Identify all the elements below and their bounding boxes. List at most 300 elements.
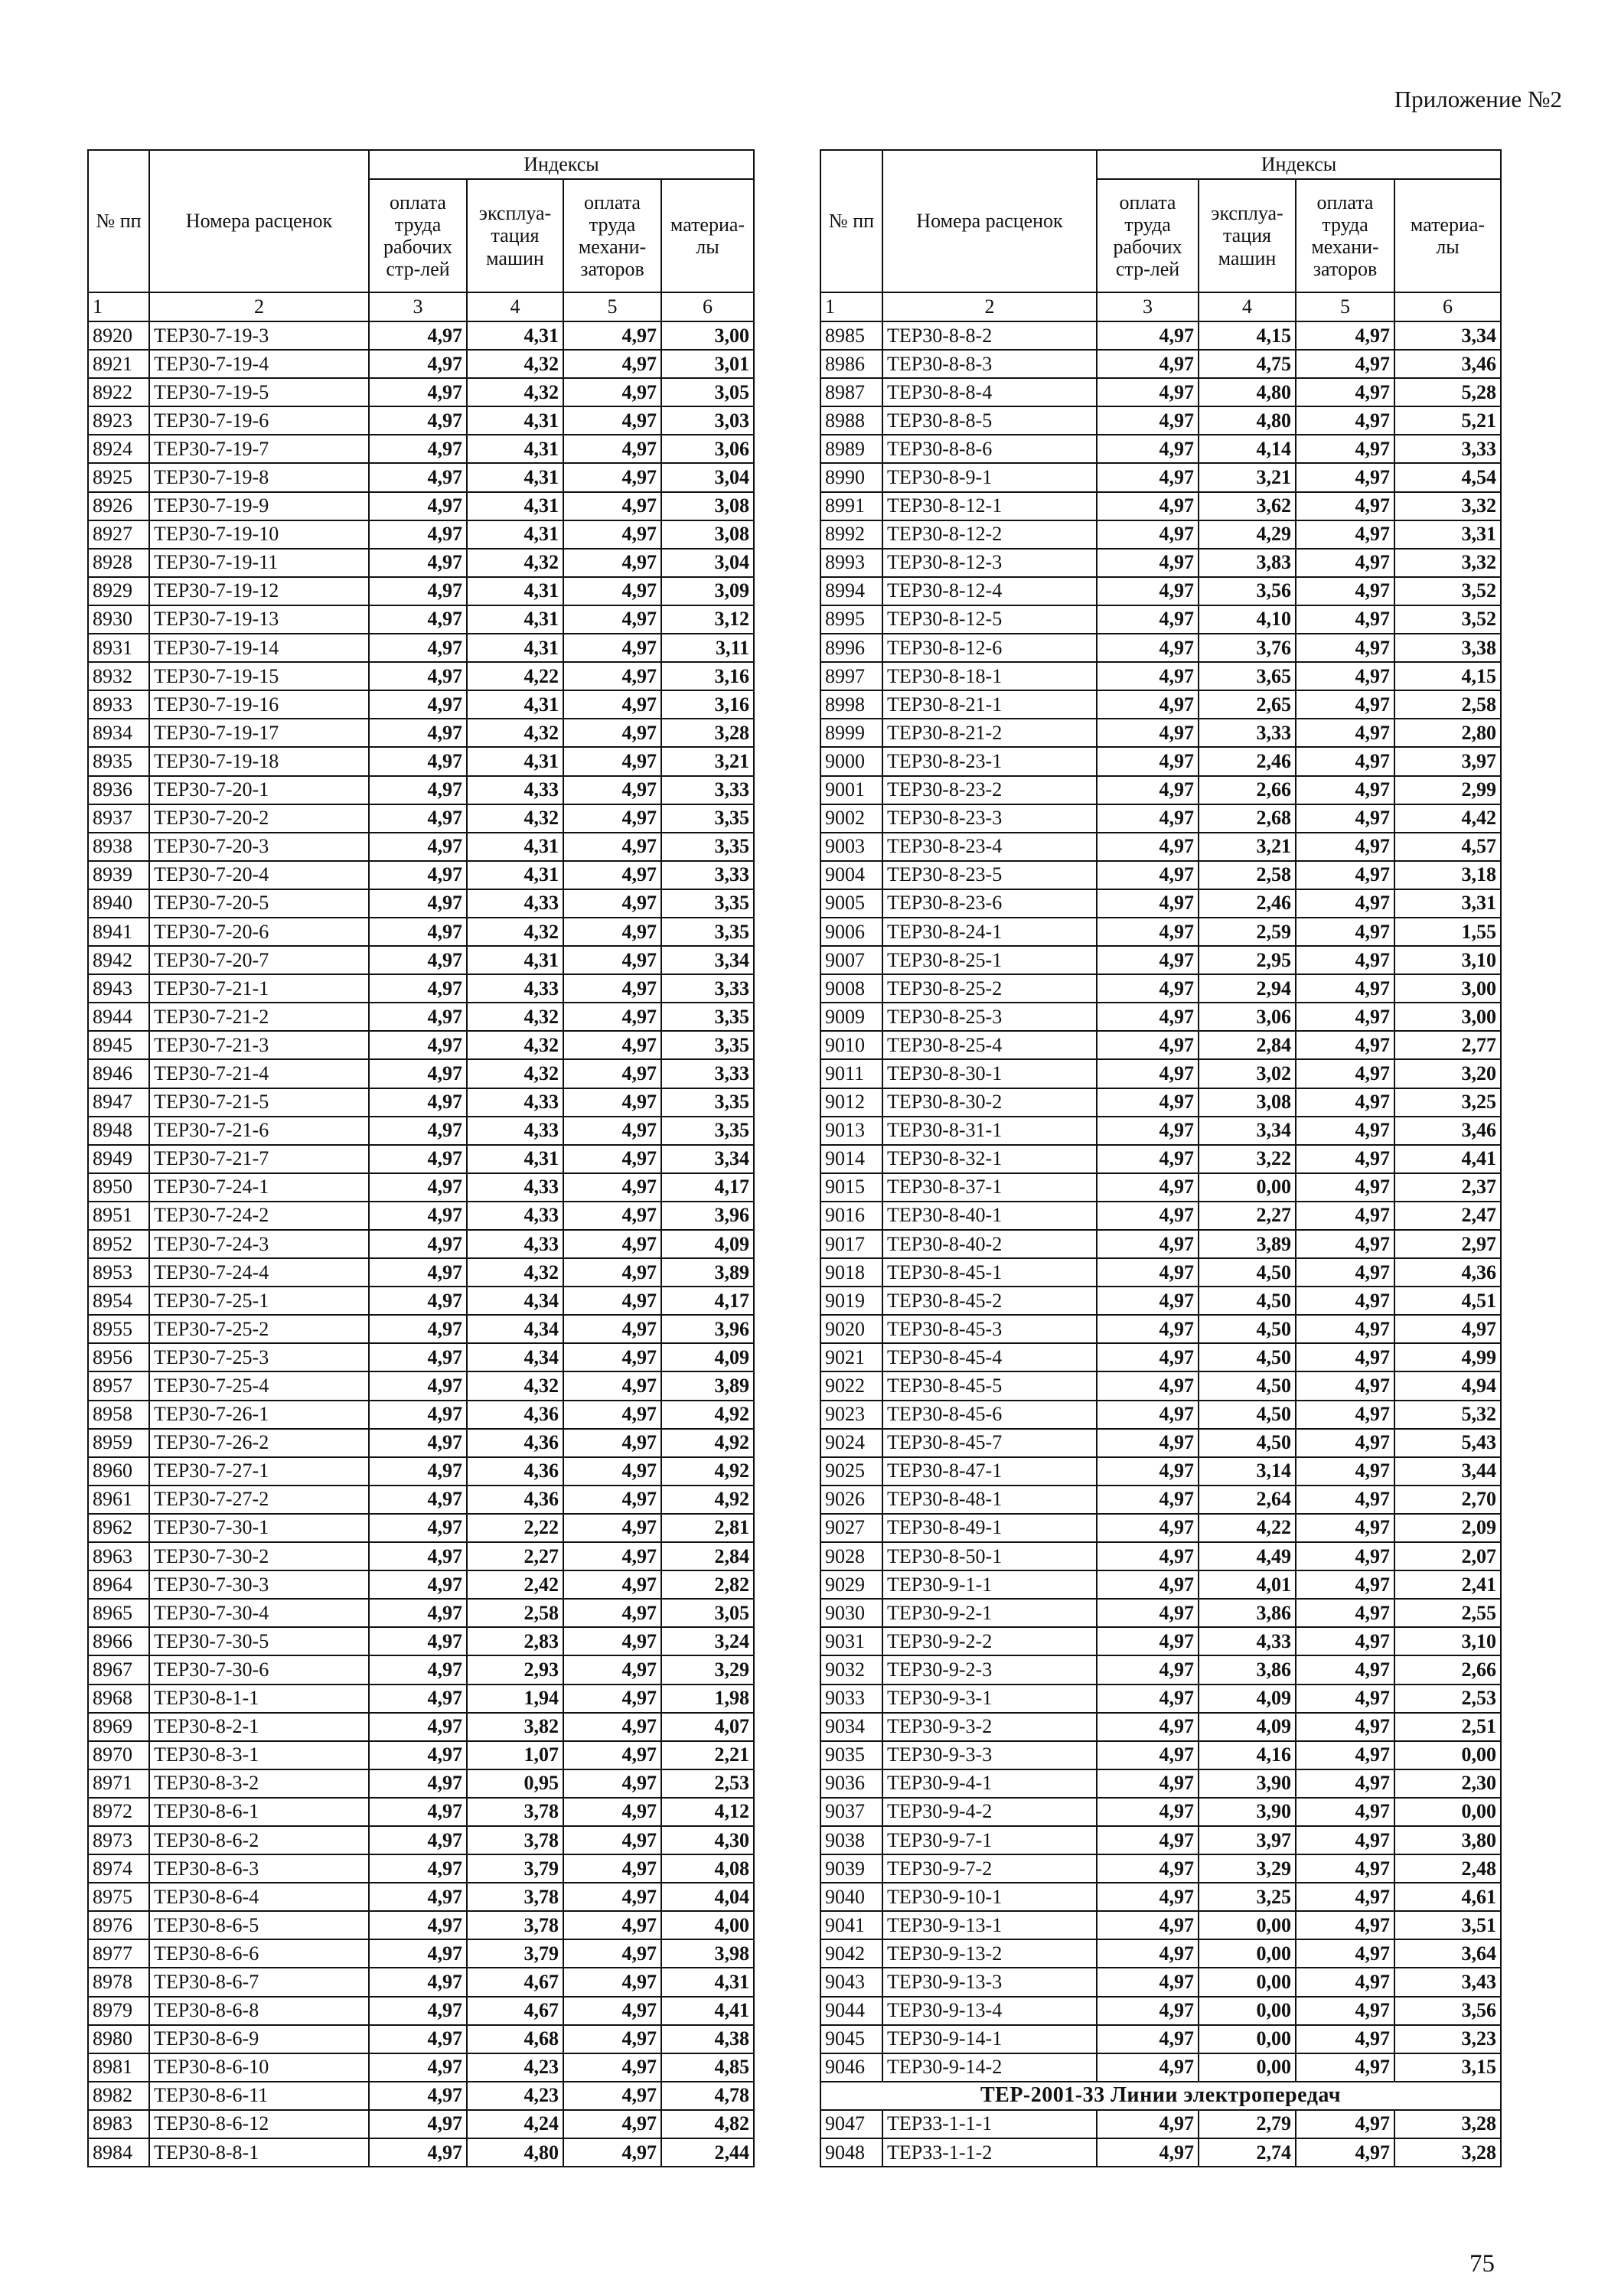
materials-index: 3,52 [1394,577,1501,605]
machine-index: 2,64 [1199,1486,1296,1514]
rate-code: ТЕР30-8-30-2 [882,1088,1097,1117]
operator-index: 4,97 [1296,889,1394,918]
labor-index: 4,97 [1097,1798,1199,1826]
operator-index: 4,97 [1296,2138,1394,2167]
rate-code: ТЕР30-7-21-4 [149,1059,369,1088]
machine-index: 3,86 [1199,1655,1296,1684]
rate-code: ТЕР30-7-30-2 [149,1542,369,1570]
labor-index: 4,97 [369,690,467,719]
materials-index: 3,18 [1394,861,1501,889]
rate-code: ТЕР30-8-21-2 [882,719,1097,747]
rate-code: ТЕР30-8-49-1 [882,1514,1097,1542]
machine-index: 2,79 [1199,2110,1296,2138]
row-number: 9016 [820,1202,882,1230]
rate-code: ТЕР30-7-24-2 [149,1202,369,1230]
table-row [88,1287,754,1315]
rate-code: ТЕР30-8-6-5 [149,1911,369,1939]
row-number: 9030 [820,1599,882,1627]
machine-index: 4,32 [467,1059,563,1088]
labor-index: 4,97 [1097,690,1199,719]
materials-index: 3,64 [1394,1939,1501,1968]
row-number: 8996 [820,634,882,662]
labor-index: 4,97 [369,1883,467,1911]
operator-index: 4,97 [1296,1371,1394,1400]
materials-index: 4,92 [661,1457,754,1486]
labor-index: 4,97 [1097,1202,1199,1230]
operator-index: 4,97 [563,378,661,406]
row-number: 9047 [820,2110,882,2138]
machine-index: 4,32 [467,1258,563,1287]
operator-index: 4,97 [1296,1173,1394,1202]
rate-code: ТЕР30-7-30-6 [149,1655,369,1684]
table-row [820,1202,1501,1230]
materials-index: 0,00 [1394,1798,1501,1826]
labor-index: 4,97 [1097,719,1199,747]
table-row [88,549,754,577]
machine-index: 0,00 [1199,2053,1296,2082]
row-number: 8959 [88,1429,149,1457]
table-row [820,634,1501,662]
rate-code: ТЕР30-8-23-3 [882,804,1097,833]
machine-index: 4,15 [1199,321,1296,350]
rate-code: ТЕР30-8-6-6 [149,1939,369,1968]
table-row [88,2138,754,2167]
materials-index: 3,05 [661,378,754,406]
row-number: 8952 [88,1230,149,1258]
rate-code: ТЕР30-8-3-2 [149,1769,369,1798]
materials-index: 3,89 [661,1258,754,1287]
rate-code: ТЕР30-8-18-1 [882,662,1097,690]
row-number: 8936 [88,776,149,804]
machine-index: 4,50 [1199,1401,1296,1429]
table-row [820,1939,1501,1968]
rate-code: ТЕР30-8-8-3 [882,350,1097,378]
labor-index: 4,97 [369,605,467,634]
header-nn: № пп [820,150,882,292]
operator-index: 4,97 [1296,1997,1394,2025]
machine-index: 2,27 [467,1542,563,1570]
materials-index: 4,92 [661,1429,754,1457]
row-number: 9007 [820,946,882,974]
labor-index: 4,97 [369,1968,467,1996]
row-number: 9018 [820,1258,882,1287]
table-row [820,946,1501,974]
row-number: 9014 [820,1145,882,1173]
rate-code: ТЕР30-7-20-3 [149,833,369,861]
table-row [820,1457,1501,1486]
rate-code: ТЕР30-8-12-4 [882,577,1097,605]
row-number: 8940 [88,889,149,918]
labor-index: 4,97 [369,1684,467,1713]
labor-index: 4,97 [1097,1031,1199,1059]
operator-index: 4,97 [563,1003,661,1031]
table-row [820,1003,1501,1031]
machine-index: 4,36 [467,1486,563,1514]
table-row [820,321,1501,350]
table-row [88,946,754,974]
machine-index: 4,36 [467,1457,563,1486]
labor-index: 4,97 [369,1031,467,1059]
row-number: 8934 [88,719,149,747]
operator-index: 4,97 [563,1684,661,1713]
rate-code: ТЕР30-7-21-2 [149,1003,369,1031]
machine-index: 4,29 [1199,520,1296,549]
index-table-right [820,149,1502,2167]
rate-code: ТЕР30-8-50-1 [882,1542,1097,1570]
labor-index: 4,97 [1097,1315,1199,1343]
table-row [88,974,754,1003]
machine-index: 3,08 [1199,1088,1296,1117]
row-number: 8978 [88,1968,149,1996]
row-number: 8953 [88,1258,149,1287]
labor-index: 4,97 [369,634,467,662]
materials-index: 2,07 [1394,1542,1501,1570]
machine-index: 3,78 [467,1883,563,1911]
labor-index: 4,97 [1097,1514,1199,1542]
operator-index: 4,97 [563,889,661,918]
table-row [88,1145,754,1173]
header-nn: № пп [88,150,149,292]
operator-index: 4,97 [1296,833,1394,861]
rate-code: ТЕР30-8-6-9 [149,2025,369,2053]
rate-code: ТЕР30-8-6-1 [149,1798,369,1826]
operator-index: 4,97 [1296,1003,1394,1031]
operator-index: 4,97 [1296,549,1394,577]
table-row [88,804,754,833]
column-number: 3 [369,292,467,321]
operator-index: 4,97 [563,1713,661,1741]
operator-index: 4,97 [563,1741,661,1769]
rate-code: ТЕР30-9-7-1 [882,1826,1097,1854]
row-number: 9022 [820,1371,882,1400]
materials-index: 3,33 [661,1059,754,1088]
machine-index: 2,66 [1199,776,1296,804]
materials-index: 4,61 [1394,1883,1501,1911]
rate-code: ТЕР33-1-1-2 [882,2138,1097,2167]
materials-index: 2,84 [661,1542,754,1570]
machine-index: 4,75 [1199,350,1296,378]
table-row [88,634,754,662]
table-row [88,1798,754,1826]
rate-code: ТЕР30-9-14-2 [882,2053,1097,2082]
operator-index: 4,97 [1296,605,1394,634]
row-number: 9035 [820,1741,882,1769]
row-number: 8942 [88,946,149,974]
materials-index: 4,41 [1394,1145,1501,1173]
rate-code: ТЕР30-7-20-1 [149,776,369,804]
row-number: 8962 [88,1514,149,1542]
table-row [88,1599,754,1627]
rate-code: ТЕР30-9-3-3 [882,1741,1097,1769]
rate-code: ТЕР30-8-21-1 [882,690,1097,719]
operator-index: 4,97 [1296,463,1394,491]
operator-index: 4,97 [563,2138,661,2167]
machine-index: 4,32 [467,1031,563,1059]
table-row [820,1655,1501,1684]
row-number: 8950 [88,1173,149,1202]
operator-index: 4,97 [1296,1655,1394,1684]
table-row [820,406,1501,435]
table-row [88,1826,754,1854]
row-number: 8991 [820,492,882,520]
materials-index: 2,55 [1394,1599,1501,1627]
operator-index: 4,97 [563,1997,661,2025]
materials-index: 3,35 [661,1117,754,1145]
machine-index: 3,97 [1199,1826,1296,1854]
materials-index: 3,35 [661,1088,754,1117]
machine-index: 3,62 [1199,492,1296,520]
materials-index: 2,47 [1394,1202,1501,1230]
rate-code: ТЕР30-9-3-1 [882,1684,1097,1713]
materials-index: 2,37 [1394,1173,1501,1202]
operator-index: 4,97 [1296,2053,1394,2082]
materials-index: 3,34 [1394,321,1501,350]
row-number: 9045 [820,2025,882,2053]
column-number: 2 [149,292,369,321]
materials-index: 4,82 [661,2110,754,2138]
operator-index: 4,97 [1296,1145,1394,1173]
rate-code: ТЕР30-8-45-6 [882,1401,1097,1429]
machine-index: 2,58 [467,1599,563,1627]
labor-index: 4,97 [369,1457,467,1486]
machine-index: 4,31 [467,492,563,520]
rate-code: ТЕР30-7-19-14 [149,634,369,662]
row-number: 9012 [820,1088,882,1117]
table-row [820,1088,1501,1117]
materials-index: 4,97 [1394,1315,1501,1343]
table-row [820,2110,1501,2138]
row-number: 9015 [820,1173,882,1202]
page-number: 75 [1469,2250,1495,2278]
materials-index: 3,28 [1394,2110,1501,2138]
labor-index: 4,97 [1097,350,1199,378]
row-number: 9029 [820,1570,882,1599]
table-row [820,1627,1501,1655]
rate-code: ТЕР33-1-1-1 [882,2110,1097,2138]
labor-index: 4,97 [1097,1599,1199,1627]
machine-index: 4,32 [467,918,563,946]
operator-index: 4,97 [563,1059,661,1088]
table-row [820,350,1501,378]
table-row [88,1202,754,1230]
table-row [88,435,754,463]
labor-index: 4,97 [1097,833,1199,861]
rate-code: ТЕР30-7-19-8 [149,463,369,491]
table-row [88,1655,754,1684]
row-number: 8943 [88,974,149,1003]
row-number: 8984 [88,2138,149,2167]
operator-index: 4,97 [1296,378,1394,406]
materials-index: 2,82 [661,1570,754,1599]
table-row [820,1883,1501,1911]
table-row [820,804,1501,833]
operator-index: 4,97 [1296,1486,1394,1514]
row-number: 8982 [88,2082,149,2110]
materials-index: 2,70 [1394,1486,1501,1514]
table-row [88,1003,754,1031]
labor-index: 4,97 [369,974,467,1003]
table-row [88,1173,754,1202]
rate-code: ТЕР30-7-19-11 [149,549,369,577]
operator-index: 4,97 [1296,492,1394,520]
materials-index: 4,30 [661,1826,754,1854]
materials-index: 3,46 [1394,1117,1501,1145]
labor-index: 4,97 [369,1230,467,1258]
rate-code: ТЕР30-8-45-4 [882,1343,1097,1371]
labor-index: 4,97 [1097,1854,1199,1883]
machine-index: 3,79 [467,1939,563,1968]
labor-index: 4,97 [1097,1173,1199,1202]
operator-index: 4,97 [1296,520,1394,549]
table-row [820,1542,1501,1570]
table-row [820,1599,1501,1627]
row-number: 9025 [820,1457,882,1486]
rate-code: ТЕР30-9-14-1 [882,2025,1097,2053]
table-row [88,1457,754,1486]
operator-index: 4,97 [563,776,661,804]
machine-index: 4,10 [1199,605,1296,634]
rate-code: ТЕР30-8-12-3 [882,549,1097,577]
materials-index: 4,78 [661,2082,754,2110]
operator-index: 4,97 [563,1401,661,1429]
labor-index: 4,97 [369,1486,467,1514]
table-row [88,1401,754,1429]
labor-index: 4,97 [1097,634,1199,662]
table-row [88,1713,754,1741]
materials-index: 3,35 [661,1003,754,1031]
rate-code: ТЕР30-7-19-3 [149,321,369,350]
row-number: 9032 [820,1655,882,1684]
labor-index: 4,97 [1097,974,1199,1003]
operator-index: 4,97 [563,1826,661,1854]
operator-index: 4,97 [563,1627,661,1655]
row-number: 8999 [820,719,882,747]
labor-index: 4,97 [369,1173,467,1202]
table-row [88,662,754,690]
materials-index: 4,15 [1394,662,1501,690]
rate-code: ТЕР30-7-30-3 [149,1570,369,1599]
operator-index: 4,97 [1296,435,1394,463]
machine-index: 4,31 [467,1145,563,1173]
row-number: 9013 [820,1117,882,1145]
table-row [88,1486,754,1514]
table-row [820,2025,1501,2053]
column-number: 4 [467,292,563,321]
row-number: 8954 [88,1287,149,1315]
materials-index: 2,48 [1394,1854,1501,1883]
labor-index: 4,97 [369,1627,467,1655]
row-number: 8961 [88,1486,149,1514]
table-row [88,1117,754,1145]
machine-index: 4,31 [467,406,563,435]
row-number: 8977 [88,1939,149,1968]
table-row [88,833,754,861]
rate-code: ТЕР30-7-30-4 [149,1599,369,1627]
machine-index: 3,06 [1199,1003,1296,1031]
table-row [820,1145,1501,1173]
machine-index: 4,80 [1199,378,1296,406]
machine-index: 0,00 [1199,1173,1296,1202]
table-row [88,1514,754,1542]
labor-index: 4,97 [369,861,467,889]
table-row [820,1684,1501,1713]
operator-index: 4,97 [563,1655,661,1684]
row-number: 8932 [88,662,149,690]
materials-index: 2,41 [1394,1570,1501,1599]
machine-index: 4,33 [1199,1627,1296,1655]
row-number: 9027 [820,1514,882,1542]
rate-code: ТЕР30-9-13-3 [882,1968,1097,1996]
row-number: 8946 [88,1059,149,1088]
machine-index: 4,16 [1199,1741,1296,1769]
machine-index: 0,00 [1199,1968,1296,1996]
operator-index: 4,97 [563,747,661,775]
labor-index: 4,97 [1097,1741,1199,1769]
operator-index: 4,97 [1296,1627,1394,1655]
row-number: 8990 [820,463,882,491]
machine-index: 4,09 [1199,1684,1296,1713]
labor-index: 4,97 [1097,2025,1199,2053]
row-number: 9042 [820,1939,882,1968]
table-row [88,605,754,634]
table-row [88,889,754,918]
operator-index: 4,97 [1296,350,1394,378]
labor-index: 4,97 [369,946,467,974]
row-number: 9023 [820,1401,882,1429]
row-number: 9001 [820,776,882,804]
materials-index: 3,51 [1394,1911,1501,1939]
table-row [820,747,1501,775]
materials-index: 3,97 [1394,747,1501,775]
table-row [88,1939,754,1968]
machine-index: 4,50 [1199,1343,1296,1371]
row-number: 9033 [820,1684,882,1713]
table-row [88,1542,754,1570]
labor-index: 4,97 [1097,549,1199,577]
materials-index: 3,06 [661,435,754,463]
table-row [88,2110,754,2138]
labor-index: 4,97 [369,747,467,775]
materials-index: 3,31 [1394,520,1501,549]
labor-index: 4,97 [369,1854,467,1883]
row-number: 8967 [88,1655,149,1684]
labor-index: 4,97 [1097,1145,1199,1173]
operator-index: 4,97 [563,1968,661,1996]
machine-index: 4,31 [467,520,563,549]
column-number: 1 [88,292,149,321]
labor-index: 4,97 [1097,747,1199,775]
table-row [88,406,754,435]
labor-index: 4,97 [369,1570,467,1599]
operator-index: 4,97 [1296,1230,1394,1258]
machine-index: 3,21 [1199,463,1296,491]
materials-index: 3,20 [1394,1059,1501,1088]
column-number: 6 [661,292,754,321]
materials-index: 3,96 [661,1202,754,1230]
machine-index: 2,68 [1199,804,1296,833]
labor-index: 4,97 [1097,1457,1199,1486]
labor-index: 4,97 [369,1088,467,1117]
rate-code: ТЕР30-9-2-1 [882,1599,1097,1627]
row-number: 8957 [88,1371,149,1400]
row-number: 8981 [88,2053,149,2082]
materials-index: 4,51 [1394,1287,1501,1315]
labor-index: 4,97 [1097,776,1199,804]
row-number: 9048 [820,2138,882,2167]
operator-index: 4,97 [563,804,661,833]
table-row [88,776,754,804]
operator-index: 4,97 [563,1088,661,1117]
